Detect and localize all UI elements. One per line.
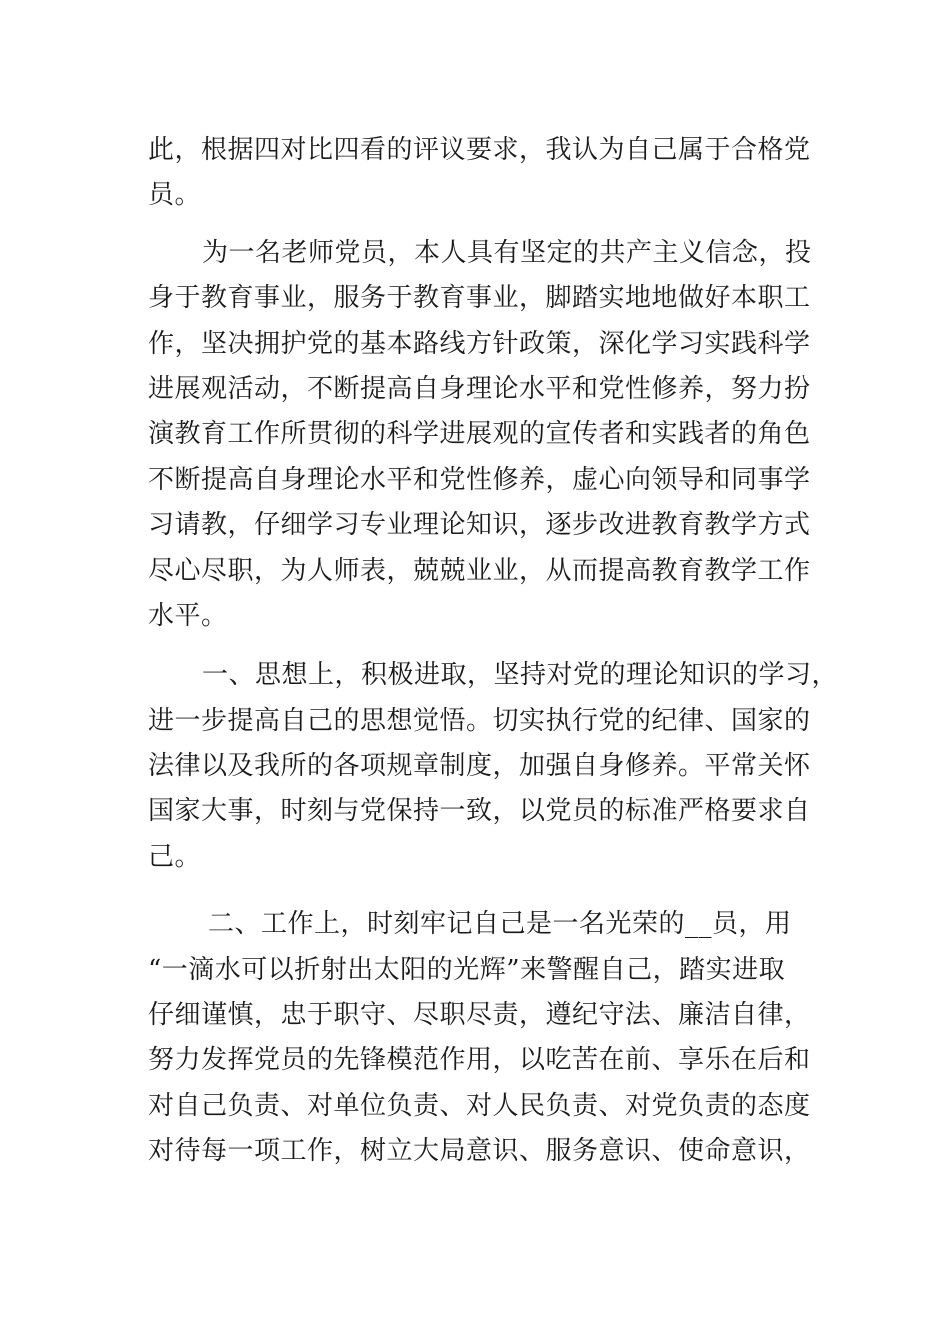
- text-line: 水平。: [148, 600, 228, 631]
- text-line: 演教育工作所贯彻的科学进展观的宣传者和实践者的角色: [148, 419, 811, 450]
- text-line: 身于教育事业，服务于教育事业，脚踏实地地做好本职工: [148, 283, 811, 314]
- text-line: “一滴水可以折射出太阳的光辉”来警醒自己，踏实进取: [148, 954, 786, 985]
- text-line: 进展观活动，不断提高自身理论水平和党性修养，努力扮: [148, 373, 811, 404]
- text-line: 尽心尽职，为人师表，兢兢业业，从而提高教育教学工作: [148, 555, 811, 586]
- text-line: 仔细谨慎，忠于职守、尽职尽责，遵纪守法、廉洁自律，: [148, 1000, 811, 1031]
- text-line: 此，根据四对比四看的评议要求，我认为自己属于合格党: [148, 135, 811, 165]
- text-line: 对待每一项工作，树立大局意识、服务意识、使命意识，: [148, 1136, 811, 1167]
- text-line: 努力发挥党员的先锋模范作用，以吃苦在前、享乐在后和: [148, 1045, 811, 1076]
- document-body: [148, 128, 838, 1175]
- text-line: 对自己负责、对单位负责、对人民负责、对党负责的态度: [148, 1090, 811, 1121]
- text-line: 习请教，仔细学习专业理论知识，逐步改进教育教学方式: [148, 510, 811, 541]
- text-line: 己。: [148, 841, 202, 872]
- text-line: 不断提高自身理论水平和党性修养，虚心向领导和同事学: [148, 464, 811, 495]
- text-line: 法律以及我所的各项规章制度，加强自身修养。平常关怀: [148, 751, 811, 782]
- paragraph-start: 二、工作上，时刻牢记自己是一名光荣的__员，用: [208, 909, 792, 940]
- text-line: 员。: [148, 180, 202, 211]
- text-line: 进一步提高自己的思想觉悟。切实执行党的纪律、国家的: [148, 705, 811, 736]
- paragraph-start: 一、思想上，积极进取，坚持对党的理论知识的学习，: [202, 660, 839, 691]
- text-line: 国家大事，时刻与党保持一致，以党员的标准严格要求自: [148, 796, 811, 827]
- text-line: 作，坚决拥护党的基本路线方针政策，深化学习实践科学: [148, 328, 811, 359]
- paragraph-start: 为一名老师党员，本人具有坚定的共产主义信念，投: [202, 237, 812, 268]
